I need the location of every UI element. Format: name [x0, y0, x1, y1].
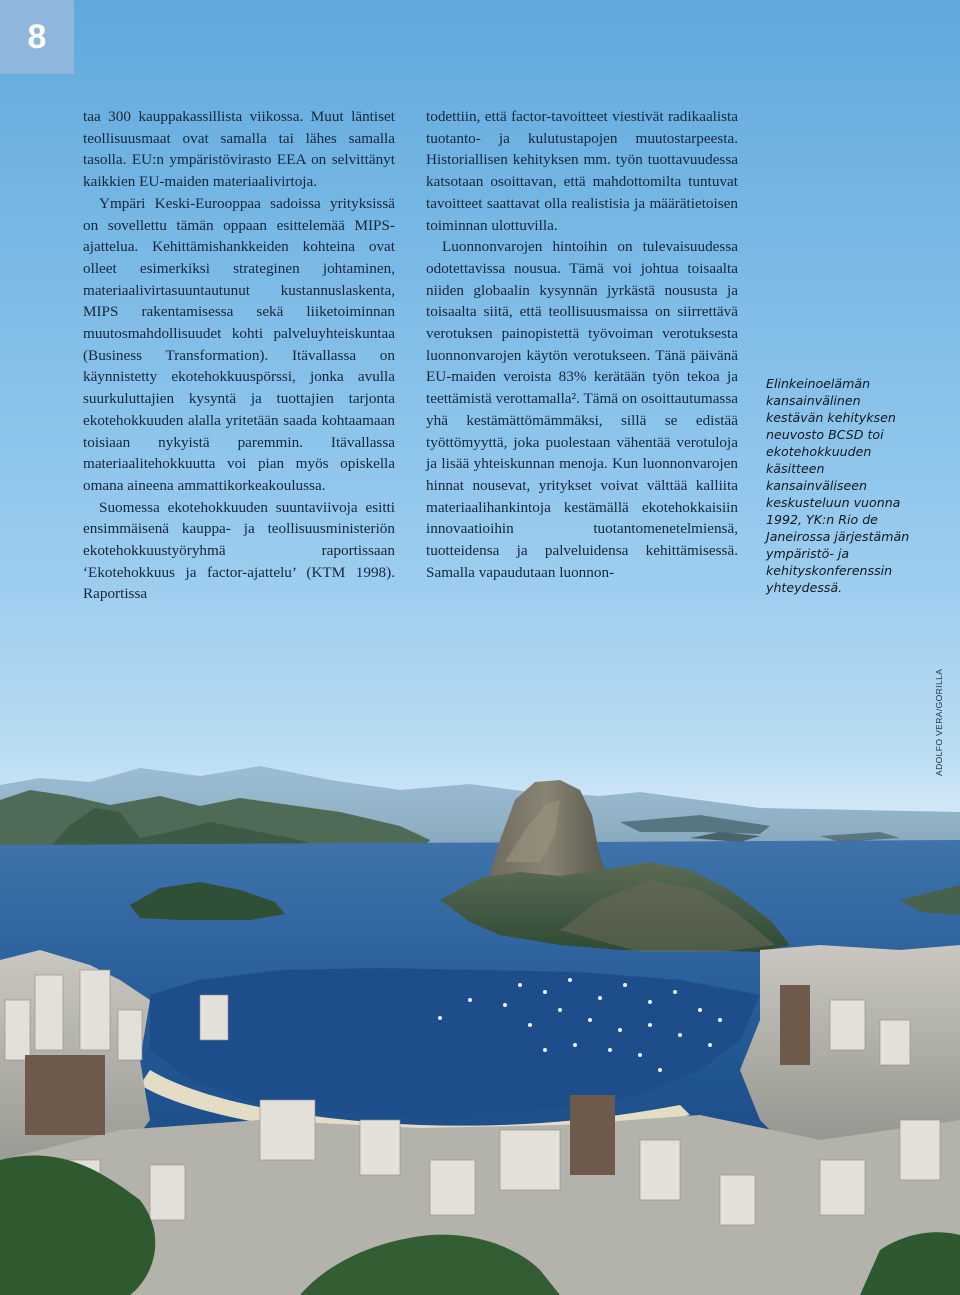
paragraph: Suomessa ekotehokkuuden suuntaviivoja esitti ensimmäisenä kauppa- ja teollisuusministeriön ekotehokkuustyöryhmä raportissaan ‘Ekotehokkuus ja factor-ajattelu’ (KTM 1998). Raportissa [83, 498, 395, 603]
paragraph: Ympäri Keski-Eurooppaa sadoissa yrityksissä on sovellettu tämän oppaan esittelemää MIPS-ajattelua. Kehittämishankkeiden kohteina ovat olleet esimerkiksi strateginen johtaminen, materiaalivirtasuuntautunut kustannuslaskenta, MIPS rakentamisessa sekä liiketoiminnan muutosmahdollisuudet kohti palveluyhteiskuntaa (Business Transformation). Itävallassa on käynnistetty ekotehokkuuspörssi, jonka avulla suurkuluttajien kysyntä ja tuottajien tarjonta ekotehokkuuden alalla yritetään saada kohtaamaan toisiaan nykyistä paremmin. Itävallassa materiaalitehokkuutta voi pian myös opiskella omana aineena ammattikorkeakoulussa. [83, 194, 395, 494]
page-number: 8 [27, 17, 47, 56]
paragraph: Luonnonvarojen hintoihin on tulevaisuudessa odotettavissa nousua. Tämä voi johtua toisaalta niiden globaalin kysynnän jyrkästä noususta ja toisaalta siitä, että teollisuusmaissa on siirrettävä verotuksen painopistettä työvoiman verotuksesta luonnonvarojen käytön verotukseen. Tänä päivänä EU-maiden veroista 83% kerätään työn tekoa ja teettämistä verottamalla². Tämä on osoittautumassa yhä kestämättömämmäksi, sillä se edistää työttömyyttä, joka puolestaan vähentää verotuloja ja lisää yhteiskunnan menoja. Kun luonnonvarojen hinnat nousevat, yritykset voivat välttää kalliita materiaalihankintoja kestämällä ekotehokkaisiin innovaatioihin tuotantomenetelmiensä, tuotteidensa ja palveluidensa kehittämisessä. Samalla vapaudutaan luonnon- [426, 238, 738, 581]
photo-credit: ADOLFO VERA/GORILLA [934, 668, 944, 776]
paragraph: taa 300 kauppakassillista viikossa. Muut läntiset teollisuusmaat ovat samalla tai lähes samalla tasolla. EU:n ympäristövirasto EEA on selvittänyt kaikkien EU-maiden materiaalivirtoja. [83, 108, 395, 191]
paragraph: todettiin, että factor-tavoitteet viestivät radikaalista tuotanto- ja kulutustapojen muutostarpeesta. Historiallisen kehityksen mm. työn tuottavuudessa katsotaan osoittavan, että mahdottomilta tuntuvat tavoitteet saattavat olla realistisia ja määrätietoisen toiminnan ulottuvilla. [426, 108, 738, 234]
left-text-column [83, 106, 395, 605]
rio-bay-photo [0, 600, 960, 1295]
photo-caption: Elinkeinoelämän kansainvälinen kestävän kehityksen neuvosto BCSD toi ekotehokkuuden käsitteen kansainväliseen keskusteluun vuonna 1992, YK:n Rio de Janeirossa järjestämän ympäristö- ja kehityskonferenssin yhteydessä. [766, 376, 910, 595]
middle-text-column [426, 106, 738, 583]
page-number-box [0, 0, 74, 74]
